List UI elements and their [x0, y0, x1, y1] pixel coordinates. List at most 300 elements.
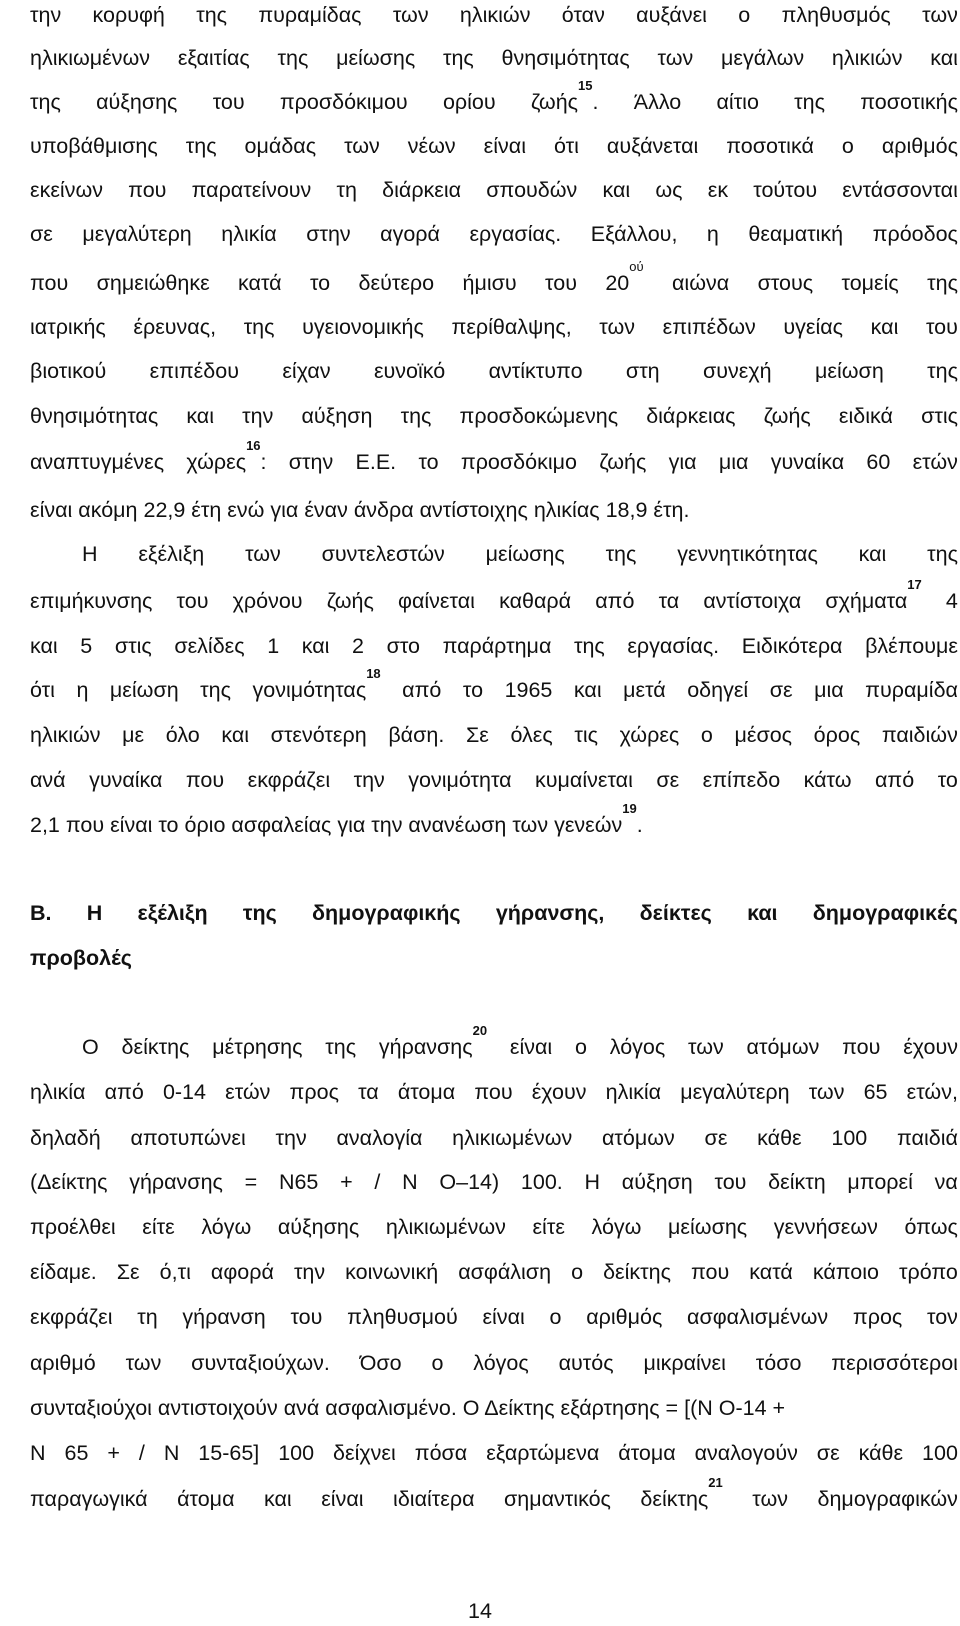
- word: ασφάλιση: [458, 1260, 552, 1284]
- word: επίπεδο: [702, 768, 781, 792]
- word: του: [212, 90, 245, 114]
- word: +: [107, 1441, 120, 1465]
- word: Ν65: [278, 1170, 319, 1194]
- word: της: [927, 542, 958, 566]
- word: Ο–14): [439, 1170, 500, 1194]
- word: και: [30, 634, 58, 658]
- word: μεγαλύτερη: [82, 222, 192, 246]
- text-line: [30, 43, 958, 73]
- word: αύξηση: [301, 404, 373, 428]
- word: των: [688, 1035, 724, 1059]
- word: μετά: [623, 678, 666, 702]
- word: στις: [921, 404, 958, 428]
- word: ασφαλισμένων: [687, 1305, 829, 1329]
- word: που: [842, 1035, 881, 1059]
- word: 4: [945, 589, 958, 613]
- word: σημειώθηκε: [96, 271, 210, 295]
- word: που: [30, 271, 69, 295]
- word: μια: [814, 678, 844, 702]
- word: μείωσης: [336, 46, 416, 70]
- word: συνεχή: [703, 359, 772, 383]
- word: αυτός: [558, 1351, 614, 1375]
- text-line: [30, 131, 958, 161]
- text-line: [30, 666, 958, 705]
- word: εκείνων: [30, 178, 103, 202]
- word: μεγάλων: [721, 46, 805, 70]
- footnote-marker: 16: [246, 438, 261, 453]
- word: των: [344, 134, 380, 158]
- word: του: [545, 271, 577, 295]
- word: το: [309, 271, 331, 295]
- word: των: [752, 1487, 788, 1511]
- word: ηλικιών: [831, 46, 903, 70]
- word: ποσοτικά: [726, 134, 814, 158]
- word: αγορά: [380, 222, 440, 246]
- word: ηλικία: [30, 1080, 86, 1104]
- word: σημαντικός: [504, 1487, 611, 1511]
- word: από: [402, 678, 442, 702]
- word: πρόοδος: [872, 222, 958, 246]
- word: χώρες$^{16}$:: [186, 438, 267, 474]
- text-line: [30, 1212, 958, 1242]
- text-line: [30, 1257, 958, 1287]
- word: Εξάλλου,: [590, 222, 678, 246]
- word: ποσοτικής: [860, 90, 958, 114]
- word: πληθυσμός: [781, 3, 891, 27]
- word: λόγος: [473, 1351, 529, 1375]
- word: μικραίνει: [643, 1351, 726, 1375]
- word: αφορά: [210, 1260, 274, 1284]
- footnote-marker: 20: [472, 1023, 488, 1038]
- text-line: [30, 1302, 958, 1332]
- word: της: [243, 315, 275, 339]
- word: εργασίας.: [627, 634, 720, 658]
- word: όπως: [904, 1215, 958, 1239]
- word: ό,τι: [159, 1260, 191, 1284]
- text-line: [30, 1023, 958, 1062]
- word: των: [922, 3, 958, 27]
- word: ορίου: [442, 90, 496, 114]
- word: δημογραφικών: [817, 1487, 958, 1511]
- word: 100: [278, 1441, 315, 1465]
- text-line: [30, 801, 958, 840]
- word: στην: [288, 450, 334, 474]
- text-line: [30, 78, 958, 117]
- word: του: [176, 589, 209, 613]
- word: ζωής$^{15}$.: [530, 78, 599, 114]
- word: ηλικιών: [459, 3, 531, 27]
- word: της: [794, 90, 825, 114]
- word: για: [668, 450, 697, 474]
- word: πληθυσμού: [347, 1305, 458, 1329]
- word: συντελεστών: [321, 542, 445, 566]
- text-line: [30, 175, 958, 205]
- word: και: [573, 678, 602, 702]
- word: προσδόκιμο: [460, 450, 577, 474]
- word: ηλικία: [221, 222, 277, 246]
- word: και: [301, 634, 330, 658]
- word: της: [927, 359, 958, 383]
- word: υγειονομικής: [302, 315, 424, 339]
- word: οδηγεί: [687, 678, 749, 702]
- word: λόγω: [591, 1215, 642, 1239]
- word: τομείς: [841, 271, 899, 295]
- word: της: [442, 46, 474, 70]
- text-line: [30, 1123, 958, 1153]
- section-heading: προβολές: [30, 946, 132, 970]
- word: σε: [656, 768, 680, 792]
- word: Ν: [163, 1441, 180, 1465]
- word: το: [418, 450, 439, 474]
- text-line: [30, 765, 958, 795]
- word: πυραμίδα: [865, 678, 958, 702]
- word: Η: [82, 542, 98, 566]
- word: αποτυπώνει: [130, 1126, 246, 1150]
- word: γήρανσης: [129, 1170, 223, 1194]
- word: μείωση: [815, 359, 884, 383]
- word: παρατείνουν: [191, 178, 312, 202]
- word: χώρες: [619, 723, 680, 747]
- word: σε: [769, 678, 793, 702]
- text-line: [30, 0, 958, 30]
- word: Σε: [465, 723, 489, 747]
- word: αύξηση: [621, 1170, 693, 1194]
- word: ατόμων: [601, 1126, 675, 1150]
- text-line: [30, 1475, 958, 1514]
- word: το: [462, 678, 484, 702]
- word: από: [875, 768, 915, 792]
- word: ηλικιωμένων: [30, 46, 151, 70]
- word: επιπέδων: [662, 315, 756, 339]
- word: της: [573, 634, 605, 658]
- word: /: [138, 1441, 145, 1465]
- word: των: [657, 46, 694, 70]
- word: ηλικιών: [30, 723, 101, 747]
- word: γήρανσης,: [495, 901, 605, 925]
- word: τούτου: [753, 178, 818, 202]
- text-line: συνταξιούχοι αντιστοιχούν ανά ασφαλισμένο. Ο Δείκτης εξάρτησης = [(Ν Ο-14 +: [30, 1396, 786, 1420]
- word: ηλικιωμένων: [385, 1215, 506, 1239]
- word: δηλαδή: [30, 1126, 101, 1150]
- text-line: [30, 219, 958, 249]
- word: επιπέδου: [149, 359, 239, 383]
- word: (Δείκτης: [30, 1170, 108, 1194]
- word: δείκτης: [121, 1035, 190, 1059]
- word: και: [186, 404, 215, 428]
- word: $20^{oύ}$: [605, 259, 644, 295]
- word: 100.: [520, 1170, 563, 1194]
- word: της: [30, 90, 61, 114]
- word: χρόνου: [232, 589, 303, 613]
- word: εκ: [707, 178, 729, 202]
- word: θεαματική: [748, 222, 844, 246]
- word: είναι: [321, 1487, 364, 1511]
- word: αυξάνεται: [606, 134, 699, 158]
- word: και: [221, 723, 250, 747]
- word: 1: [267, 634, 280, 658]
- word: στις: [114, 634, 152, 658]
- word: ο: [575, 1035, 587, 1059]
- text-line: είναι ακόμη 22,9 έτη ενώ για έναν άνδρα αντίστοιχης ηλικίας 18,9 έτη.: [30, 498, 690, 522]
- word: γονιμότητας$^{18}$: [252, 666, 381, 702]
- word: προσδοκώμενης: [459, 404, 619, 428]
- word: υγείας: [783, 315, 844, 339]
- word: διάρκεια: [382, 178, 462, 202]
- text-line: [30, 312, 958, 342]
- word: 5: [80, 634, 93, 658]
- word: τον: [927, 1305, 958, 1329]
- word: δείκτη: [768, 1170, 826, 1194]
- word: σε: [30, 222, 53, 246]
- punctuation: .: [636, 813, 643, 837]
- word: είδαμε.: [30, 1260, 97, 1284]
- word: σελίδες: [174, 634, 245, 658]
- word: δείκτης$^{21}$: [640, 1475, 723, 1511]
- word: είτε: [142, 1215, 175, 1239]
- word: αυξάνει: [636, 3, 707, 27]
- word: εργασίας.: [469, 222, 562, 246]
- word: στην: [306, 222, 351, 246]
- word: και: [747, 901, 778, 925]
- text-line: [30, 1438, 958, 1468]
- word: 65: [863, 1080, 888, 1104]
- word: αναλογούν: [694, 1441, 798, 1465]
- word: κάτω: [803, 768, 852, 792]
- word: δείκτες: [639, 901, 712, 925]
- word: στενότερη: [270, 723, 367, 747]
- word: προέλθει: [30, 1215, 116, 1239]
- footnote-marker: 21: [708, 1475, 723, 1490]
- word: ανά: [30, 768, 66, 792]
- word: η: [76, 678, 89, 702]
- word: ζωής: [599, 450, 647, 474]
- word: ετών,: [906, 1080, 958, 1104]
- word: έχουν: [903, 1035, 958, 1059]
- word: νέων: [407, 134, 456, 158]
- word: δείχνει: [333, 1441, 396, 1465]
- word: της: [196, 3, 228, 27]
- word: κάθε: [858, 1441, 904, 1465]
- word: περίθαλψης,: [451, 315, 572, 339]
- word: αριθμό: [30, 1351, 96, 1375]
- word: σε: [704, 1126, 728, 1150]
- word: 1965: [504, 678, 553, 702]
- word: που: [474, 1080, 513, 1104]
- word: της: [927, 271, 958, 295]
- word: δημογραφικής: [312, 901, 461, 925]
- word: ιδιαίτερα: [393, 1487, 475, 1511]
- word: την: [293, 1260, 326, 1284]
- word: καθαρά: [499, 589, 572, 613]
- word: 15-65]: [198, 1441, 260, 1465]
- word: 2: [352, 634, 364, 658]
- word: τρόπο: [899, 1260, 958, 1284]
- word: Ο: [82, 1035, 99, 1059]
- word: την: [353, 768, 385, 792]
- word: =: [244, 1170, 258, 1194]
- word: τη: [137, 1305, 158, 1329]
- word: περισσότεροι: [831, 1351, 958, 1375]
- word: πόσα: [414, 1441, 468, 1465]
- word: του: [925, 315, 958, 339]
- word: έρευνας,: [133, 315, 217, 339]
- word: ήμισυ: [462, 271, 517, 295]
- word: παιδιά: [897, 1126, 958, 1150]
- word: Ν: [402, 1170, 418, 1194]
- word: γεννητικότητας: [677, 542, 818, 566]
- word: ότι: [30, 678, 55, 702]
- word: 65: [64, 1441, 89, 1465]
- word: σχήματα$^{17}$: [825, 577, 922, 613]
- word: μείωση: [109, 678, 179, 702]
- word: λόγος: [609, 1035, 666, 1059]
- word: της: [605, 542, 637, 566]
- word: ο: [549, 1305, 562, 1329]
- word: Ν: [30, 1441, 46, 1465]
- word: ζωής: [763, 404, 811, 428]
- word: ατόμων: [746, 1035, 820, 1059]
- word: άτομα: [618, 1441, 676, 1465]
- word: τη: [336, 178, 357, 202]
- text-line: [30, 631, 958, 661]
- word: βλέπουμε: [865, 634, 958, 658]
- word: των: [599, 315, 636, 339]
- word: εκφράζει: [247, 768, 331, 792]
- word: αναλογία: [336, 1126, 423, 1150]
- word: εξαρτώμενα: [486, 1441, 600, 1465]
- word: μπορεί: [847, 1170, 913, 1194]
- word: Η: [86, 901, 103, 925]
- word: και: [930, 46, 958, 70]
- word: μείωσης: [485, 542, 565, 566]
- word: όταν: [561, 3, 605, 27]
- word: παραγωγικά: [30, 1487, 148, 1511]
- word: αίτιο: [716, 90, 759, 114]
- word: προς: [289, 1080, 339, 1104]
- word: ηλικία: [605, 1080, 662, 1104]
- word: αντίστοιχα: [703, 589, 802, 613]
- word: είναι: [483, 134, 526, 158]
- word: την: [275, 1126, 307, 1150]
- word: υποβάθμισης: [30, 134, 158, 158]
- page-number: 14: [468, 1599, 492, 1623]
- word: συνταξιούχων.: [191, 1351, 330, 1375]
- word: μείωσης: [668, 1215, 748, 1239]
- word: τα: [358, 1080, 379, 1104]
- word: είναι: [482, 1305, 525, 1329]
- word: στο: [386, 634, 420, 658]
- word: της: [242, 901, 277, 925]
- word: των: [245, 542, 281, 566]
- word: παράρτημα: [442, 634, 552, 658]
- text-line: [30, 356, 958, 386]
- word: κάποιο: [812, 1260, 879, 1284]
- word: πυραμίδας: [258, 3, 362, 27]
- word: κατά: [238, 271, 282, 295]
- word: το: [937, 768, 958, 792]
- word: Η: [584, 1170, 601, 1194]
- word: ιατρικής: [30, 315, 106, 339]
- section-heading: [30, 898, 958, 928]
- word: επιμήκυνσης: [30, 589, 153, 613]
- text-line: [30, 438, 958, 477]
- word: αριθμός: [881, 134, 958, 158]
- word: βιοτικού: [30, 359, 107, 383]
- word: των: [392, 3, 429, 27]
- word: και: [858, 542, 887, 566]
- word: Ειδικότερα: [741, 634, 843, 658]
- word: Ε.Ε.: [355, 450, 397, 474]
- word: της: [200, 678, 231, 702]
- word: κάθε: [757, 1126, 802, 1150]
- word: προσδόκιμου: [279, 90, 408, 114]
- word: όρος: [813, 723, 861, 747]
- word: ο: [841, 134, 854, 158]
- footnote-marker: 18: [366, 666, 381, 681]
- word: την: [30, 3, 62, 27]
- word: μέσος: [734, 723, 793, 747]
- word: Β.: [30, 901, 52, 925]
- word: διάρκειας: [646, 404, 736, 428]
- word: της: [277, 46, 309, 70]
- word: γυναίκα: [89, 768, 163, 792]
- word: άτομα: [397, 1080, 456, 1104]
- word: που: [185, 768, 225, 792]
- word: όλες: [510, 723, 553, 747]
- word: σπουδών: [486, 178, 578, 202]
- word: Σε: [116, 1260, 140, 1284]
- text-line: [30, 720, 958, 750]
- word: η: [706, 222, 719, 246]
- word: ετών: [912, 450, 958, 474]
- word: τα: [658, 589, 680, 613]
- text-line: [30, 1348, 958, 1378]
- word: ο: [431, 1351, 444, 1375]
- word: κατά: [749, 1260, 793, 1284]
- word: κυμαίνεται: [535, 768, 633, 792]
- word: των: [808, 1080, 845, 1104]
- word: στη: [625, 359, 660, 383]
- word: εκφράζει: [30, 1305, 113, 1329]
- word: ετών: [225, 1080, 271, 1104]
- word: /: [374, 1170, 381, 1194]
- text-line: [30, 539, 958, 569]
- word: τόσο: [755, 1351, 802, 1375]
- word: εντάσσονται: [842, 178, 958, 202]
- word: προς: [852, 1305, 903, 1329]
- word: γυναίκα: [770, 450, 845, 474]
- word: αιώνα: [672, 271, 730, 295]
- footnote-marker: ού: [629, 259, 644, 274]
- word: φαίνεται: [398, 589, 475, 613]
- word: ο: [571, 1260, 584, 1284]
- word: έχουν: [531, 1080, 587, 1104]
- word: ο: [738, 3, 751, 27]
- word: κορυφή: [92, 3, 165, 27]
- word: αντίκτυπο: [488, 359, 583, 383]
- word: της: [325, 1035, 357, 1059]
- word: εξαιτίας: [177, 46, 250, 70]
- word: δημογραφικές: [812, 901, 958, 925]
- word: που: [691, 1260, 730, 1284]
- word: Άλλο: [633, 90, 682, 114]
- word: ειδικά: [838, 404, 893, 428]
- word: να: [934, 1170, 958, 1194]
- word: 60: [866, 450, 891, 474]
- word: ευνοϊκό: [373, 359, 446, 383]
- word: εξέλιξη: [137, 901, 208, 925]
- word: αύξησης: [277, 1215, 360, 1239]
